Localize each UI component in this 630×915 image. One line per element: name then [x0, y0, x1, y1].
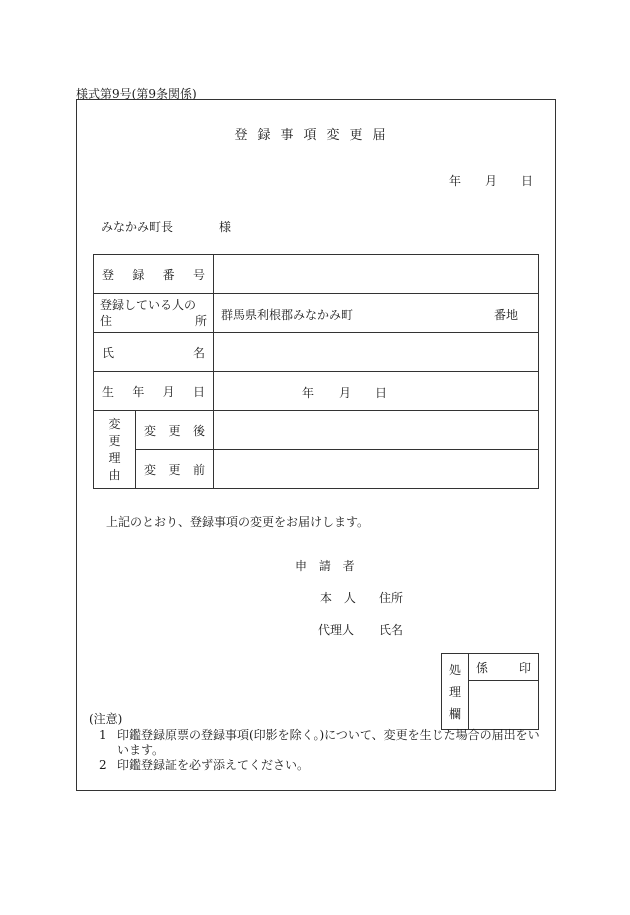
notes [89, 712, 551, 773]
processing-label: 処 理 欄 [442, 654, 469, 730]
page-title: 登録事項変更届 [234, 128, 396, 143]
address-value[interactable] [214, 294, 539, 333]
change-after-label: 変 更 後 [136, 411, 214, 450]
reg-number-value[interactable] [214, 255, 539, 294]
date-year: 年 [449, 174, 462, 188]
date-month: 月 [485, 174, 498, 188]
birth-year: 年 [302, 386, 315, 400]
staff-seal-label: 係 印 [469, 654, 539, 681]
birth-value[interactable] [214, 372, 539, 411]
change-before-label: 変 更 前 [136, 450, 214, 489]
notes-heading: (注意) [89, 712, 123, 726]
form-number: 様式第9号(第9条関係) [76, 87, 197, 101]
birth-day: 日 [375, 386, 388, 400]
applicant-name-label: 氏名 [379, 623, 404, 637]
birth-month: 月 [339, 386, 352, 400]
applicant-agent-label: 代理人 [318, 623, 355, 637]
note-item-1: 1 印鑑登録原票の登録事項(印影を除く。)について、変更を生じた場合の届出をいいます。 [99, 728, 540, 757]
applicant-label: 申 請 者 [295, 559, 359, 573]
change-after-value[interactable] [214, 411, 539, 450]
row-change-after [94, 411, 539, 450]
name-label: 氏 名 [94, 333, 214, 372]
reg-number-label: 登 録 番 号 [94, 255, 214, 294]
applicant-address-label: 住所 [379, 591, 404, 605]
change-before-value[interactable] [214, 450, 539, 489]
address-label-line1: 登録している人の [100, 298, 197, 312]
note-item-2: 2 印鑑登録証を必ず添えてください。 [99, 758, 310, 772]
date-day: 日 [521, 174, 534, 188]
row-address [94, 294, 539, 333]
addressee-honorific: 様 [219, 220, 232, 234]
row-name [94, 333, 539, 372]
birth-label: 生 年 月 日 [94, 372, 214, 411]
statement: 上記のとおり、登録事項の変更をお届けします。 [106, 515, 370, 529]
address-prefix: 群馬県利根郡みなかみ町 [221, 308, 354, 322]
name-value[interactable] [214, 333, 539, 372]
change-reason-label: 変 更 理 由 [94, 411, 136, 489]
row-birth [94, 372, 539, 411]
applicant-self-label: 本 人 [320, 591, 360, 605]
addressee-name: みなかみ町長 [101, 220, 174, 234]
address-label [94, 294, 214, 333]
row-change-before [94, 450, 539, 489]
address-label-line2: 住 所 [100, 314, 207, 328]
address-suffix: 番地 [494, 308, 519, 322]
row-reg-number [94, 255, 539, 294]
registration-table [93, 254, 539, 489]
